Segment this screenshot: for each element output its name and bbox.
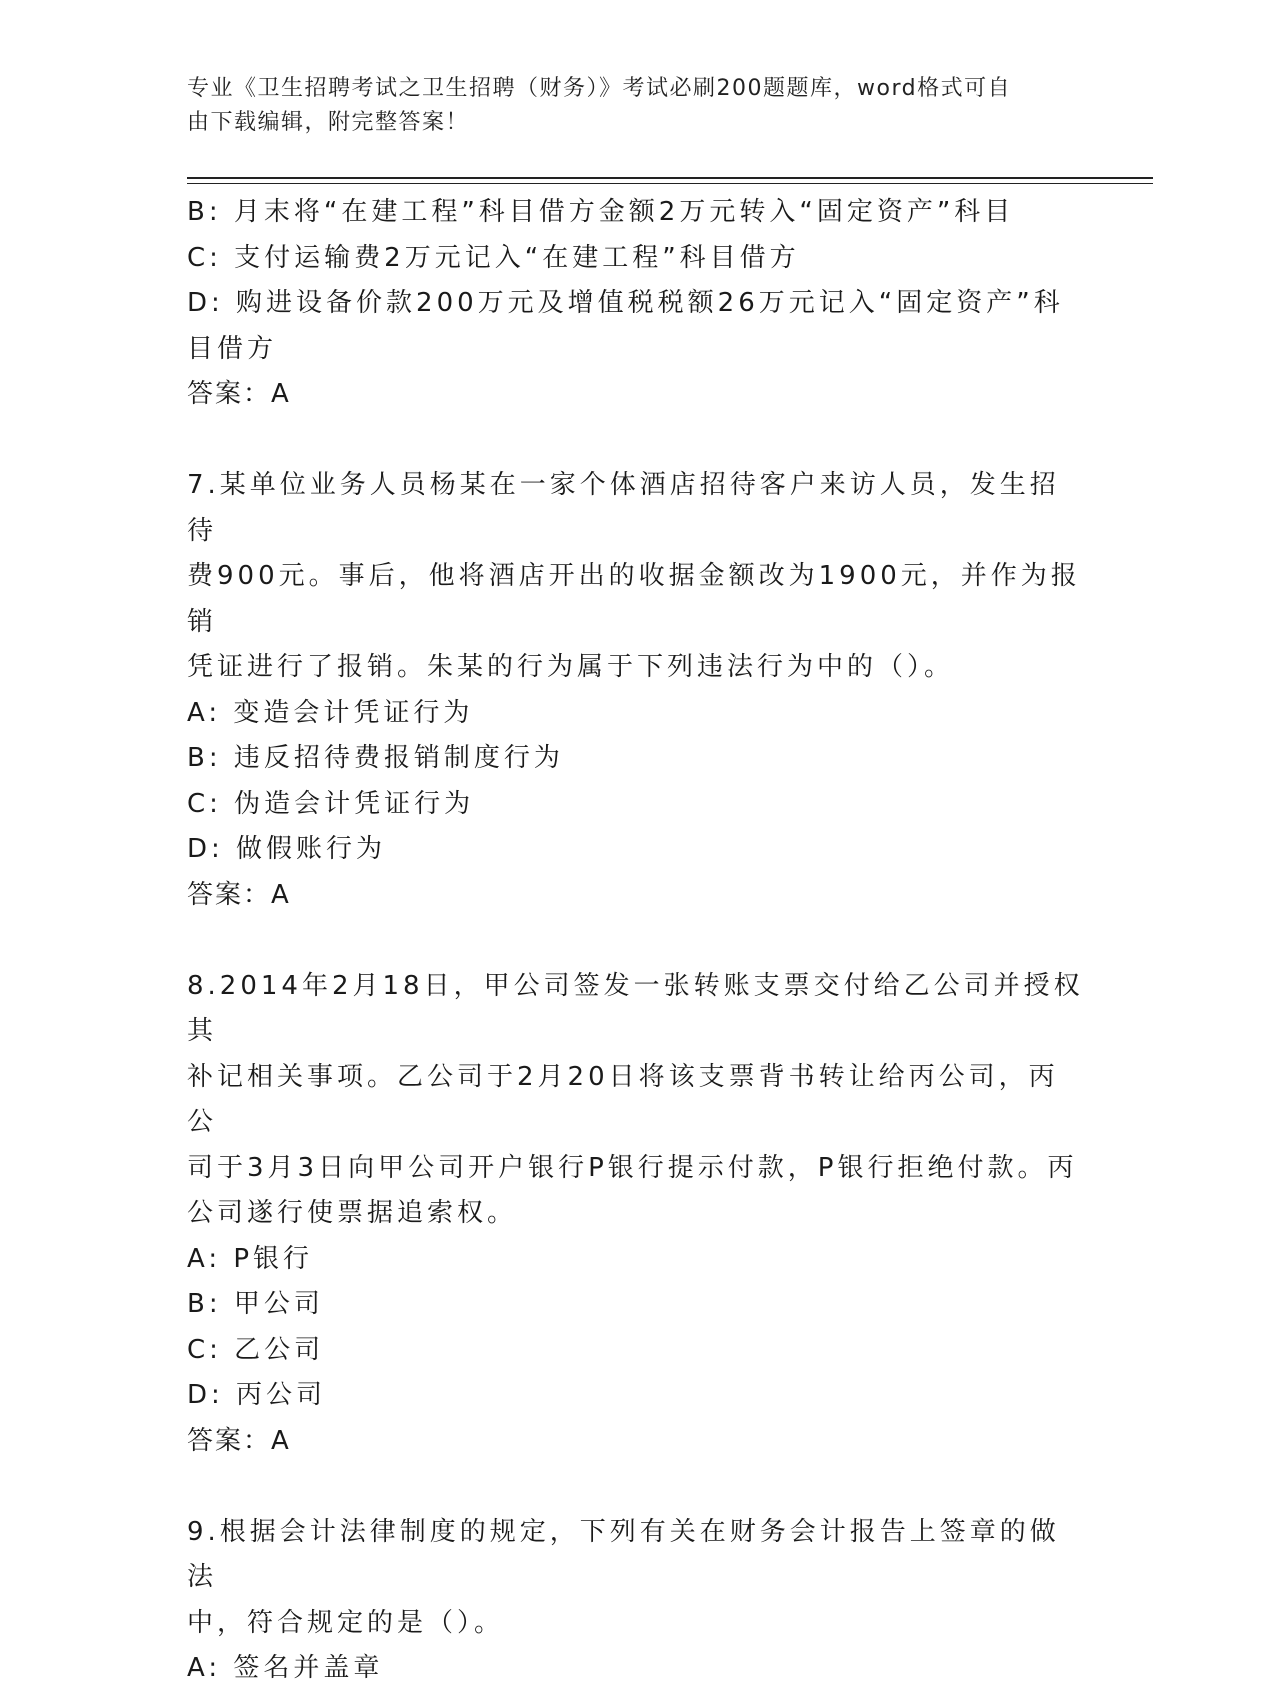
q7-option-a: A: 变造会计凭证行为 [187, 697, 474, 728]
spacer [187, 918, 1087, 964]
q8-answer: 答案：A [187, 1425, 291, 1456]
q9-option-a: A: 签名并盖章 [187, 1653, 384, 1683]
q6-option-b: B: 月末将“在建工程”科目借方金额2万元转入“固定资产”科目 [187, 197, 1015, 227]
q7-stem-line-3: 凭证进行了报销。朱某的行为属于下列违法行为中的（）。 [187, 652, 955, 682]
q6-option-d-line-1: D: 购进设备价款200万元及增值税税额26万元记入“固定资产”科 [187, 288, 1064, 318]
q8-stem-line-3: 司于3月3日向甲公司开户银行P银行提示付款，P银行拒绝付款。丙 [187, 1152, 1078, 1183]
q7-stem-line-1: 7.某单位业务人员杨某在一家个体酒店招待客户来访人员，发生招待 [187, 470, 1060, 546]
q8-option-d: D: 丙公司 [187, 1380, 327, 1410]
header-line-2: 由下载编辑，附完整答案！ [187, 110, 470, 135]
q6-answer: 答案：A [187, 379, 291, 409]
q8-stem-line-4: 公司遂行使票据追索权。 [187, 1198, 518, 1228]
q8-stem-line-1: 8.2014年2月18日，甲公司签发一张转账支票交付给乙公司并授权其 [187, 970, 1084, 1046]
q8-option-a: A: P银行 [187, 1243, 314, 1274]
question-8 [187, 964, 1087, 1465]
q7-option-c: C: 伪造会计凭证行为 [187, 788, 475, 819]
q7-answer: 答案：A [187, 879, 291, 910]
q7-option-b: B: 违反招待费报销制度行为 [187, 743, 564, 773]
question-6-tail [187, 190, 1087, 418]
document-header [187, 72, 1087, 140]
spacer [187, 1464, 1087, 1510]
spacer [187, 418, 1087, 464]
q8-stem-line-2: 补记相关事项。乙公司于2月20日将该支票背书转让给丙公司，丙公 [187, 1061, 1059, 1137]
q8-option-c: C: 乙公司 [187, 1334, 325, 1365]
q9-stem-line-2: 中，符合规定的是（）。 [187, 1607, 505, 1638]
header-line-1: 专业《卫生招聘考试之卫生招聘（财务）》考试必刷200题题库，word格式可自 [187, 76, 1012, 101]
q7-stem-line-2: 费900元。事后，他将酒店开出的收据金额改为1900元，并作为报销 [187, 561, 1081, 637]
q8-option-b: B: 甲公司 [187, 1289, 324, 1319]
q6-option-d-line-2: 目借方 [187, 333, 278, 364]
q7-option-d: D: 做假账行为 [187, 834, 387, 864]
q9-stem-line-1: 9.根据会计法律制度的规定，下列有关在财务会计报告上签章的做法 [187, 1516, 1060, 1592]
document-body [187, 190, 1087, 1692]
question-9 [187, 1510, 1087, 1692]
header-divider-thin [187, 183, 1153, 184]
header-divider-thick [187, 177, 1153, 179]
question-7 [187, 463, 1087, 918]
q6-option-c: C: 支付运输费2万元记入“在建工程”科目借方 [187, 242, 800, 273]
